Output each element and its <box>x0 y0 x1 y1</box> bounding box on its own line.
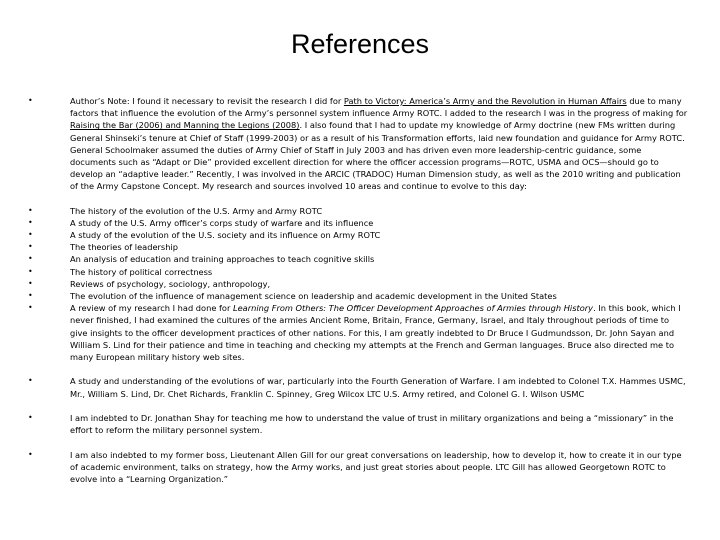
list-item <box>28 253 688 265</box>
fourth-generation-warfare-item <box>28 375 688 399</box>
bullet-icon: • <box>28 376 33 386</box>
bullet-icon: • <box>28 291 33 301</box>
bullet-icon: • <box>28 254 33 264</box>
authors-note-item <box>28 95 688 193</box>
list-item-text: An analysis of education and training approaches to teach cognitive skills <box>70 254 375 265</box>
list-item-text: The history of political correctness <box>70 266 213 277</box>
list-item-text: Reviews of psychology, sociology, anthropology, <box>70 278 271 289</box>
warfare-text: A study and understanding of the evolutions of war, particularly into the Fourth Generation of Warfare. I am indebted to Colonel T.X. Hammes USMC, Mr., William S. Lind, Dr. Chet Richards, Franklin C. Spinney, Greg Wilcox LTC U.S. Army retired, and Colonel G. I. Wilson USMC <box>70 376 686 399</box>
list-item <box>28 229 688 241</box>
bullet-icon: • <box>28 278 33 288</box>
reference-list <box>28 95 688 485</box>
list-item-text: The history of the evolution of the U.S. Army and Army ROTC <box>70 205 323 216</box>
list-item-text: The theories of leadership <box>70 242 178 253</box>
learning-from-others-title: Learning From Others: The Officer Development Approaches of Armies through History <box>232 303 594 314</box>
raising-the-bar-title: Raising the Bar (2006) and Manning the Legions (2008) <box>70 120 300 131</box>
list-item <box>28 241 688 253</box>
note-text-2: due to many factors that influence the evolution of the Army’s personnel system influence Army ROTC. I added to the research I was in the progress of making for <box>70 96 688 119</box>
bullet-icon: • <box>28 96 33 105</box>
list-item <box>28 205 688 217</box>
list-item-text: A study of the U.S. Army officer’s corps study of warfare and its influence <box>70 217 374 228</box>
bullet-icon: • <box>28 242 33 252</box>
bullet-icon: • <box>28 217 33 227</box>
bullet-icon: • <box>28 205 33 215</box>
list-item <box>28 217 688 229</box>
bullet-icon: • <box>28 266 33 276</box>
allen-gill-item <box>28 449 688 486</box>
note-text-1: Author’s Note: I found it necessary to revisit the research I did for <box>70 96 344 106</box>
gill-text: I am also indebted to my former boss, Lieutenant Allen Gill for our great conversations on leadership, how to develop it, how to create it in our type of academic environment, talks on strategy, how the Army works, and just great stories about people. LTC Gill has allowed Georgetown ROTC to evolve into a “Learning Organization.” <box>70 449 682 485</box>
bullet-icon: • <box>28 449 33 459</box>
list-item-text: The evolution of the influence of management science on leadership and academic development in the United States <box>70 291 557 302</box>
learning-from-others-item <box>28 302 688 363</box>
bullet-icon: • <box>28 413 33 423</box>
bullet-icon: • <box>28 230 33 240</box>
review-text-1: A review of my research I had done for <box>70 303 233 314</box>
bullet-icon: • <box>28 303 33 313</box>
list-item <box>28 290 688 302</box>
review-text-2: . In this book, which I never finished, I had examined the cultures of the armies Ancient Rome, Britain, France, Germany, Israel, and Italy throughout periods of time to give insights to the officer development practices of other nations. For this, I am greatly indebted to Dr Bruce I Gudmundsson, Dr. John Sayan and William S. Lind for their patience and time in teaching and checking my attempts at the French and German languages. Bruce also directed me to many European military history web sites. <box>70 303 681 363</box>
path-to-victory-title: Path to Victory: America’s Army and the Revolution in Human Affairs <box>343 96 627 106</box>
jonathan-shay-item <box>28 412 688 436</box>
list-item <box>28 278 688 290</box>
slide-title: References <box>290 29 430 59</box>
note-text-3: . I also found that I had to update my knowledge of Army doctrine (new FMs written during General Shinseki’s tenure at Chief of Staff (1999-2003) or as a result of his Transformation efforts, laid new foundation and guidance for Army ROTC. General Schoolmaker assumed the duties of Army Chief of Staff in July 2003 and has driven even more leadership-centric guidance, some documents such as “Adapt or Die” provided excellent direction for where the officer accession programs—ROTC, USMA and OCS—should go to develop an “adaptive leader.” Recently, I was involved in the ARCIC (TRADOC) Human Dimension study, as well as the 2010 writing and publication of the Army Capstone Concept. My research and sources involved 10 areas and continue to evolve to this day: <box>70 120 685 192</box>
shay-text: I am indebted to Dr. Jonathan Shay for teaching me how to understand the value of trust in military organizations and being a “missionary” in the effort to reform the military personnel system. <box>70 413 674 436</box>
list-item <box>28 266 688 278</box>
list-item-text: A study of the evolution of the U.S. society and its influence on Army ROTC <box>70 230 381 241</box>
